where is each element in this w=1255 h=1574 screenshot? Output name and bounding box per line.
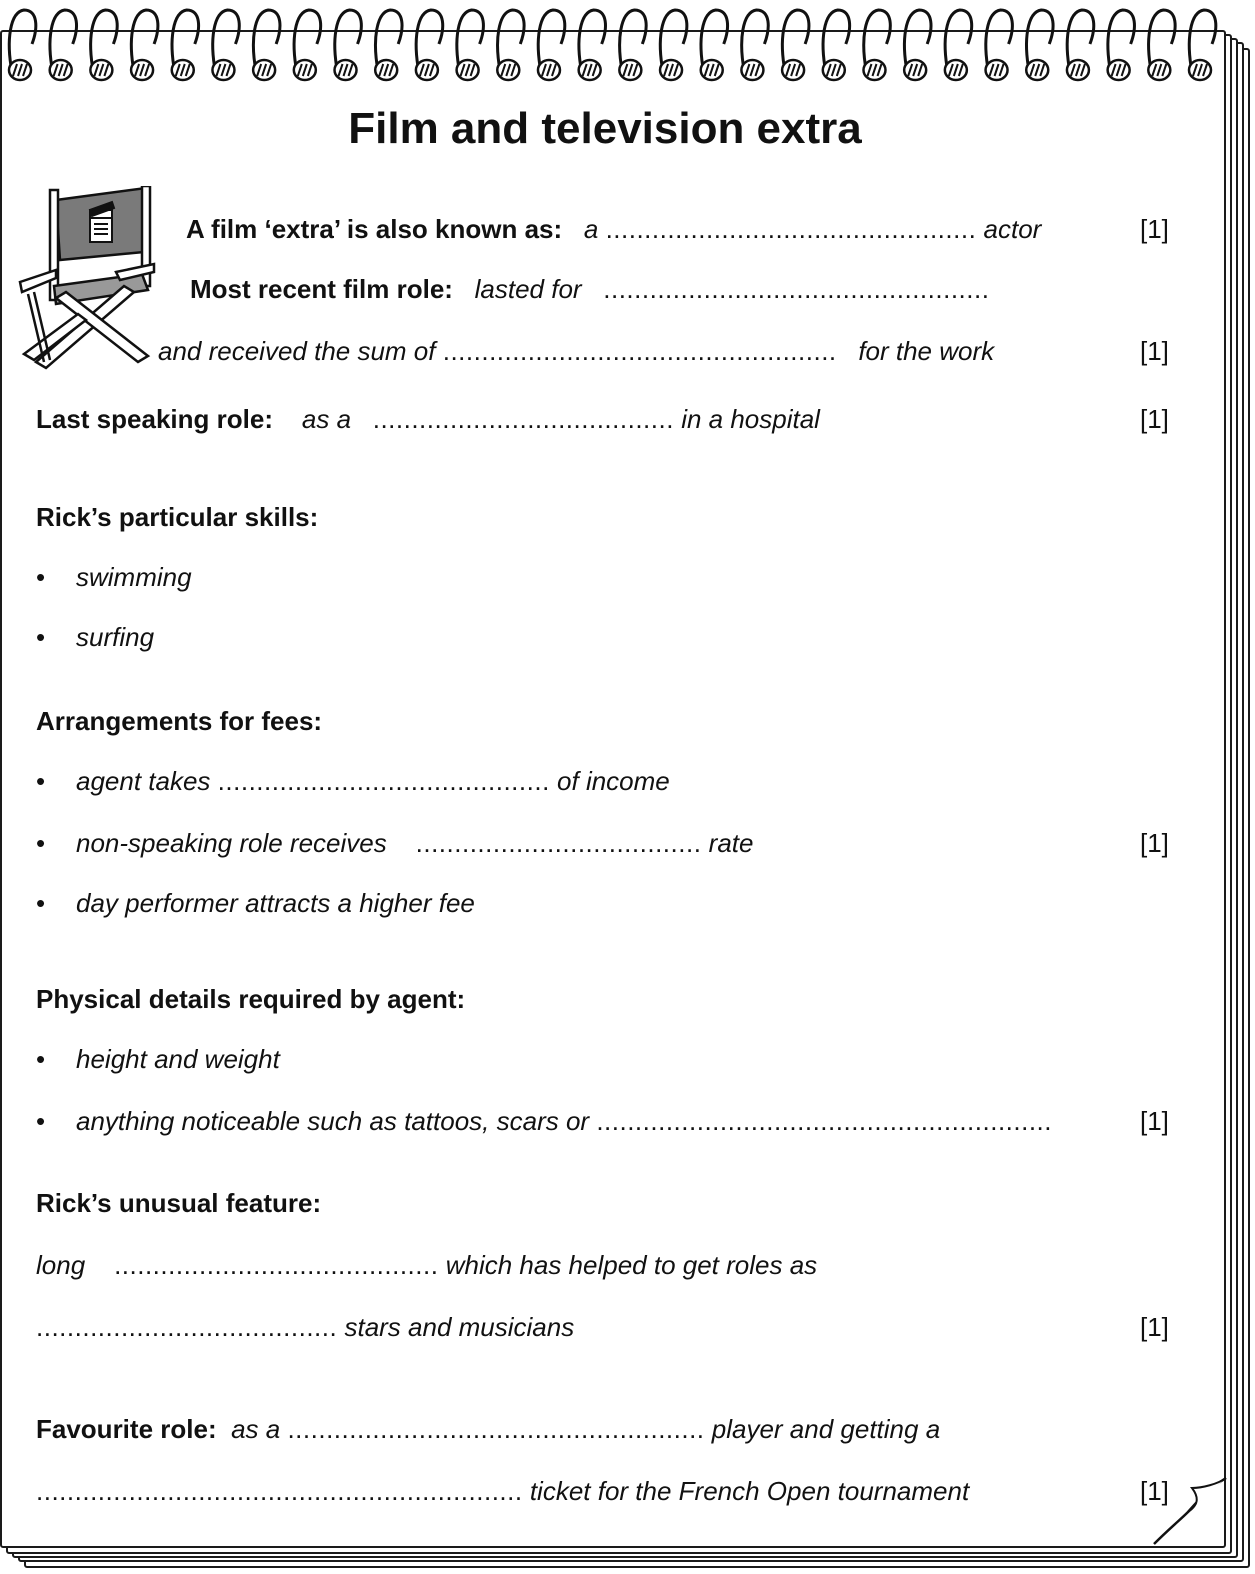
q2-row: Most recent film role: lasted for .................................................. <box>190 274 990 304</box>
unusual-line-2-answer-blank[interactable]: ....................................... <box>36 1312 338 1342</box>
physical-label: Physical details required by agent <box>36 984 457 1014</box>
physical-item-1: height and weight <box>76 1044 280 1074</box>
q3-row <box>158 336 994 366</box>
bullet-icon: • <box>36 562 46 592</box>
fees-item-1-suffix: of income <box>557 766 670 796</box>
ring-icon <box>701 10 728 80</box>
unusual-mark: [1] <box>1140 1312 1169 1342</box>
fees-item-2 <box>76 828 753 858</box>
fees-item-2-answer-blank[interactable]: ..................................... <box>415 828 702 858</box>
ring-icon <box>863 10 890 80</box>
ring-icon <box>497 10 524 80</box>
favourite-line-2 <box>36 1476 969 1506</box>
physical-item-2 <box>76 1106 1052 1136</box>
fees-mark: [1] <box>1140 828 1169 858</box>
page-title: Film and television extra <box>348 104 862 153</box>
q2-prefix: lasted for <box>474 274 582 304</box>
ring-icon <box>782 10 809 80</box>
ring-icon <box>1148 10 1175 80</box>
unusual-line-1-answer-blank[interactable]: .......................................... <box>114 1250 439 1280</box>
ring-icon <box>904 10 931 80</box>
ring-icon <box>416 10 443 80</box>
favourite-line-1-prefix: as a <box>231 1414 281 1444</box>
bullet-icon: • <box>36 1044 46 1074</box>
skill-item: swimming <box>76 562 192 592</box>
physical-heading: Physical details required by agent: <box>36 984 466 1014</box>
ring-icon <box>741 10 768 80</box>
ring-icon <box>1067 10 1094 80</box>
q1-prefix: a <box>583 214 599 244</box>
ring-icon <box>823 10 850 80</box>
fees-item-1-prefix: agent takes <box>76 766 211 796</box>
favourite-line-2-answer-blank[interactable]: ............................................................... <box>36 1476 523 1506</box>
favourite-mark: [1] <box>1140 1476 1169 1506</box>
unusual-line-1 <box>36 1250 817 1280</box>
q1-answer-blank[interactable]: ................................................ <box>605 214 977 244</box>
physical-item-2-answer-blank[interactable]: ........................................................... <box>596 1106 1053 1136</box>
q4-mark: [1] <box>1140 404 1169 434</box>
unusual-line-2-suffix: stars and musicians <box>344 1312 575 1342</box>
ring-icon <box>294 10 321 80</box>
ring-icon <box>1026 10 1053 80</box>
q1-row: A film ‘extra’ is also known as: a ................................................ actor <box>186 214 1042 244</box>
ring-icon <box>335 10 362 80</box>
director-chair-icon <box>16 186 156 376</box>
favourite-line-1-suffix: player and getting a <box>711 1414 941 1444</box>
ring-icon <box>212 10 239 80</box>
unusual-label: Rick’s unusual feature <box>36 1188 313 1218</box>
fees-label: Arrangements for fees <box>36 706 314 736</box>
q2-answer-blank[interactable]: .................................................. <box>603 274 990 304</box>
q4-answer-blank[interactable]: ....................................... <box>372 404 674 434</box>
skill-item: surfing <box>76 622 155 652</box>
q3-prefix: and received the sum of <box>158 336 436 366</box>
fees-item-3: day performer attracts a higher fee <box>76 888 475 918</box>
fees-heading: Arrangements for fees: <box>36 706 323 736</box>
q3-suffix: for the work <box>858 336 995 366</box>
q4-suffix: in a hospital <box>681 404 820 434</box>
favourite-line-1-answer-blank[interactable]: ...................................................... <box>287 1414 705 1444</box>
bullet-icon: • <box>36 766 46 796</box>
ring-icon <box>660 10 687 80</box>
bullet-icon: • <box>36 1106 46 1136</box>
bullet-icon: • <box>36 622 46 652</box>
q1-label: A film ‘extra’ is also known as <box>186 214 554 244</box>
skills-heading: Rick’s particular skills: <box>36 502 319 532</box>
ring-icon <box>619 10 646 80</box>
favourite-line-1: Favourite role: as a ...................................................... player and getting a <box>36 1414 941 1444</box>
favourite-line-2-suffix: ticket for the French Open tournament <box>529 1476 970 1506</box>
physical-mark: [1] <box>1140 1106 1169 1136</box>
fees-item-1 <box>76 766 670 796</box>
ring-icon <box>457 10 484 80</box>
spiral-binding-icon <box>0 0 1222 90</box>
physical-item-2-prefix: anything noticeable such as tattoos, scars or <box>76 1106 590 1136</box>
ring-icon <box>172 10 199 80</box>
unusual-line-1-prefix: long <box>36 1250 86 1280</box>
ring-icon <box>50 10 77 80</box>
ring-icon <box>538 10 565 80</box>
q1-mark: [1] <box>1140 214 1169 244</box>
skills-label: Rick’s particular skills <box>36 502 310 532</box>
ring-icon <box>253 10 280 80</box>
q3-mark: [1] <box>1140 336 1169 366</box>
q4-prefix: as a <box>301 404 352 434</box>
ring-icon <box>375 10 402 80</box>
q4-row: Last speaking role: as a ....................................... in a hospital <box>36 404 820 434</box>
ring-icon <box>986 10 1013 80</box>
ring-icon <box>1189 10 1216 80</box>
ring-icon <box>131 10 158 80</box>
ring-icon <box>9 10 36 80</box>
fees-item-2-suffix: rate <box>708 828 754 858</box>
unusual-line-1-suffix: which has helped to get roles as <box>445 1250 818 1280</box>
favourite-label: Favourite role <box>36 1414 208 1444</box>
fees-item-2-prefix: non-speaking role receives <box>76 828 387 858</box>
bullet-icon: • <box>36 888 46 918</box>
ring-icon <box>579 10 606 80</box>
ring-icon <box>1108 10 1135 80</box>
bullet-icon: • <box>36 828 46 858</box>
ring-icon <box>945 10 972 80</box>
ring-icon <box>90 10 117 80</box>
q4-label: Last speaking role <box>36 404 265 434</box>
page-curl-icon <box>1140 1448 1230 1548</box>
q2-label: Most recent film role <box>190 274 445 304</box>
unusual-line-2 <box>36 1312 574 1342</box>
unusual-heading: Rick’s unusual feature: <box>36 1188 322 1218</box>
q3-answer-blank[interactable]: ................................................... <box>442 336 837 366</box>
fees-item-1-answer-blank[interactable]: ........................................... <box>217 766 550 796</box>
q1-suffix: actor <box>983 214 1042 244</box>
